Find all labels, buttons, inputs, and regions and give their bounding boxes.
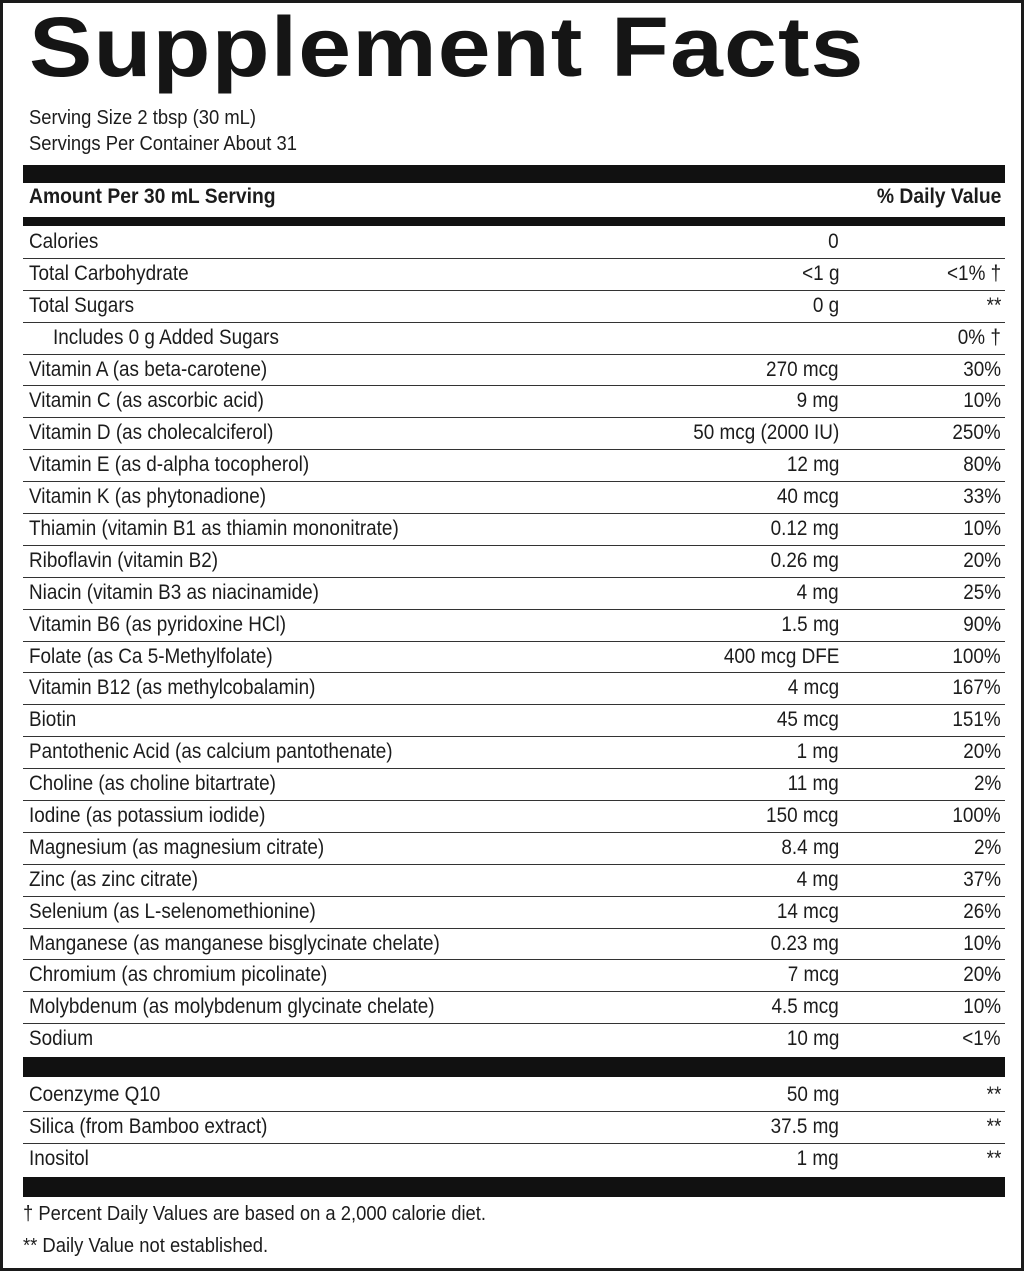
ingredient-daily-value: 20%	[963, 740, 1001, 764]
table-row	[23, 482, 1005, 514]
ingredient-amount: 12 mg	[786, 453, 839, 477]
table-row	[23, 1144, 1005, 1176]
ingredient-name: Magnesium (as magnesium citrate)	[29, 835, 325, 859]
ingredient-amount: <1 g	[801, 261, 839, 285]
serving-size: Serving Size 2 tbsp (30 mL)	[29, 107, 257, 129]
table-row	[23, 1024, 1005, 1056]
table-row	[23, 801, 1005, 833]
table-row	[23, 323, 1005, 355]
ingredient-daily-value: **	[986, 1146, 1001, 1170]
ingredient-daily-value: 80%	[963, 453, 1001, 477]
daily-value-heading: % Daily Value	[876, 185, 1001, 208]
table-row	[23, 610, 1005, 642]
thick-divider-top	[23, 165, 1005, 183]
ingredient-amount: 45 mcg	[777, 708, 839, 732]
ingredient-daily-value: <1%	[962, 1027, 1001, 1051]
label-title: Supplement Facts	[29, 0, 865, 94]
ingredient-daily-value: **	[986, 293, 1001, 317]
footnote-daily-values: † Percent Daily Values are based on a 2,000 calorie diet.	[23, 1203, 487, 1225]
ingredient-daily-value: 25%	[963, 580, 1001, 604]
ingredient-name: Vitamin D (as cholecalciferol)	[29, 421, 274, 445]
ingredient-name: Molybdenum (as molybdenum glycinate chelate)	[29, 995, 435, 1019]
ingredient-daily-value: **	[986, 1114, 1001, 1138]
ingredient-daily-value: 2%	[973, 772, 1001, 796]
ingredient-name: Niacin (vitamin B3 as niacinamide)	[29, 580, 319, 604]
nutrient-table	[23, 227, 1005, 1056]
ingredient-name: Folate (as Ca 5-Methylfolate)	[29, 644, 273, 668]
table-row	[23, 673, 1005, 705]
ingredient-name: Inositol	[29, 1146, 89, 1170]
ingredient-amount: 40 mcg	[777, 485, 839, 509]
table-row	[23, 897, 1005, 929]
ingredient-amount: 0.12 mg	[770, 517, 839, 541]
ingredient-daily-value: 2%	[973, 835, 1001, 859]
table-row	[23, 833, 1005, 865]
ingredient-name: Riboflavin (vitamin B2)	[29, 548, 219, 572]
table-row	[23, 450, 1005, 482]
ingredient-name: Vitamin A (as beta-carotene)	[29, 357, 268, 381]
ingredient-name: Total Sugars	[29, 293, 135, 317]
table-row	[23, 705, 1005, 737]
ingredient-name: Chromium (as chromium picolinate)	[29, 963, 328, 987]
ingredient-amount: 1.5 mg	[781, 612, 839, 636]
table-row	[23, 769, 1005, 801]
ingredient-amount: 0.26 mg	[770, 548, 839, 572]
ingredient-daily-value: 0% †	[957, 325, 1001, 349]
ingredient-name: Vitamin B6 (as pyridoxine HCl)	[29, 612, 287, 636]
ingredient-name: Zinc (as zinc citrate)	[29, 867, 199, 891]
ingredient-amount: 1 mg	[796, 740, 839, 764]
ingredient-name: Vitamin E (as d-alpha tocopherol)	[29, 453, 310, 477]
ingredient-daily-value: 100%	[952, 644, 1001, 668]
ingredient-daily-value: 250%	[952, 421, 1001, 445]
table-row	[23, 259, 1005, 291]
table-row	[23, 737, 1005, 769]
ingredient-name: Vitamin B12 (as methylcobalamin)	[29, 676, 316, 700]
table-row	[23, 514, 1005, 546]
table-row	[23, 1080, 1005, 1112]
table-header	[23, 183, 1005, 215]
ingredient-daily-value: 26%	[963, 899, 1001, 923]
ingredient-name: Includes 0 g Added Sugars	[53, 325, 279, 349]
ingredient-name: Vitamin K (as phytonadione)	[29, 485, 267, 509]
ingredient-name: Manganese (as manganese bisglycinate chelate)	[29, 931, 440, 955]
ingredient-amount: 4.5 mcg	[771, 995, 839, 1019]
ingredient-name: Coenzyme Q10	[29, 1083, 161, 1106]
ingredient-amount: 4 mcg	[787, 676, 839, 700]
ingredient-daily-value: 10%	[963, 995, 1001, 1019]
ingredient-daily-value: 100%	[952, 804, 1001, 828]
ingredient-amount: 4 mg	[796, 580, 839, 604]
table-row	[23, 642, 1005, 674]
ingredient-amount: 11 mg	[787, 772, 839, 796]
table-row	[23, 355, 1005, 387]
ingredient-daily-value: 10%	[963, 389, 1001, 413]
ingredient-amount: 0	[828, 230, 839, 253]
amount-per-serving-heading: Amount Per 30 mL Serving	[29, 185, 276, 208]
ingredient-daily-value: 10%	[963, 517, 1001, 541]
table-row	[23, 418, 1005, 450]
ingredient-daily-value: 10%	[963, 931, 1001, 955]
ingredient-amount: 50 mcg (2000 IU)	[692, 421, 839, 445]
ingredient-name: Silica (from Bamboo extract)	[29, 1114, 268, 1138]
table-row	[23, 291, 1005, 323]
table-row	[23, 578, 1005, 610]
table-row	[23, 227, 1005, 259]
ingredient-amount: 1 mg	[796, 1146, 839, 1170]
table-row	[23, 865, 1005, 897]
ingredient-amount: 50 mg	[786, 1083, 839, 1106]
ingredient-amount: 14 mcg	[777, 899, 839, 923]
ingredient-amount: 400 mcg DFE	[723, 644, 839, 668]
ingredient-amount: 10 mg	[786, 1027, 839, 1051]
ingredient-name: Total Carbohydrate	[29, 261, 189, 285]
ingredient-daily-value: 20%	[963, 963, 1001, 987]
ingredient-daily-value: **	[986, 1083, 1001, 1106]
ingredient-daily-value: 30%	[963, 357, 1001, 381]
ingredient-daily-value: <1% †	[946, 261, 1001, 285]
footnote-not-established: ** Daily Value not established.	[23, 1235, 269, 1257]
ingredient-name: Sodium	[29, 1027, 94, 1051]
table-row	[23, 960, 1005, 992]
table-row	[23, 546, 1005, 578]
servings-per-container: Servings Per Container About 31	[29, 133, 297, 155]
ingredient-daily-value: 167%	[952, 676, 1001, 700]
thick-divider-middle	[23, 1057, 1005, 1077]
ingredient-name: Calories	[29, 230, 99, 253]
ingredient-amount: 0.23 mg	[770, 931, 839, 955]
ingredient-name: Vitamin C (as ascorbic acid)	[29, 389, 264, 413]
thick-divider-bottom	[23, 1177, 1005, 1197]
ingredient-amount: 0 g	[812, 293, 839, 317]
ingredient-amount: 37.5 mg	[770, 1114, 839, 1138]
ingredient-amount: 270 mcg	[766, 357, 839, 381]
other-ingredients-table	[23, 1080, 1005, 1176]
divider-under-header	[23, 217, 1005, 226]
ingredient-daily-value: 151%	[952, 708, 1001, 732]
ingredient-daily-value: 37%	[963, 867, 1001, 891]
ingredient-amount: 4 mg	[796, 867, 839, 891]
ingredient-daily-value: 33%	[963, 485, 1001, 509]
table-row	[23, 386, 1005, 418]
ingredient-daily-value: 20%	[963, 548, 1001, 572]
ingredient-daily-value: 90%	[963, 612, 1001, 636]
ingredient-name: Selenium (as L-selenomethionine)	[29, 899, 316, 923]
ingredient-name: Iodine (as potassium iodide)	[29, 804, 266, 828]
ingredient-amount: 150 mcg	[766, 804, 839, 828]
ingredient-amount: 8.4 mg	[781, 835, 839, 859]
table-row	[23, 992, 1005, 1024]
ingredient-amount: 7 mcg	[787, 963, 839, 987]
ingredient-name: Biotin	[29, 708, 77, 732]
ingredient-name: Pantothenic Acid (as calcium pantothenate)	[29, 740, 393, 764]
ingredient-amount: 9 mg	[796, 389, 839, 413]
table-row	[23, 1112, 1005, 1144]
ingredient-name: Thiamin (vitamin B1 as thiamin mononitrate)	[29, 517, 399, 541]
ingredient-name: Choline (as choline bitartrate)	[29, 772, 276, 796]
table-row	[23, 929, 1005, 961]
